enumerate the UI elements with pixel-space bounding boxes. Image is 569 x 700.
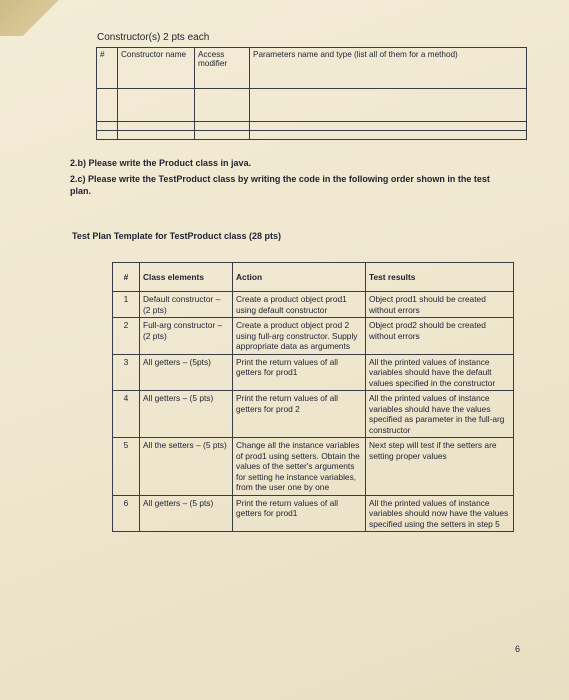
question-2c: 2.c) Please write the TestProduct class by writing the code in the following order shown in the test plan. (70, 174, 490, 196)
plan-header-elements: Class elements (140, 263, 233, 292)
table-row: 3 All getters – (5pts) Print the return values of all getters for prod1 All the printed values of instance variables should have the default values specified in the constructor (113, 354, 514, 391)
ctor-header-params: Parameters name and type (list all of them for a method) (250, 48, 527, 89)
question-2b: 2.b) Please write the Product class in java. (70, 158, 252, 168)
ctor-header-name: Constructor name (118, 48, 195, 89)
page-number: 6 (515, 644, 521, 654)
plan-header-num: # (113, 263, 140, 292)
test-plan-title: Test Plan Template for TestProduct class (28 pts) (72, 231, 282, 241)
ctor-header-access: Access modifier (195, 48, 250, 89)
table-row: 6 All getters – (5 pts) Print the return values of all getters for prod1 All the printed values of instance variables should now have the values specified using the setters in step 5 (113, 495, 514, 532)
plan-header-action: Action (233, 263, 366, 292)
plan-header-results: Test results (366, 263, 514, 292)
table-row: 2 Full-arg constructor – (2 pts) Create a product object prod 2 using full-arg constructor. Supply appropriate data as arguments Object prod2 should be created without errors (113, 318, 514, 355)
test-plan-table (112, 262, 514, 532)
ctor-header-num: # (97, 48, 118, 89)
table-row: 4 All getters – (5 pts) Print the return values of all getters for prod 2 All the printed values of instance variables should have the values specified as parameter in the full-arg constructor (113, 391, 514, 438)
constructor-section-title: Constructor(s) 2 pts each (97, 32, 210, 43)
table-row: 5 All the setters – (5 pts) Change all the instance variables of prod1 using setters. Obtain the values of the setter's arguments for setting he instance variables, from the user one by one Next step will test if the setters are setting proper values (113, 438, 514, 496)
table-row: 1 Default constructor – (2 pts) Create a product object prod1 using default constructor Object prod1 should be created without errors (113, 292, 514, 318)
page-corner-shadow (0, 0, 70, 36)
constructor-table (96, 47, 527, 140)
